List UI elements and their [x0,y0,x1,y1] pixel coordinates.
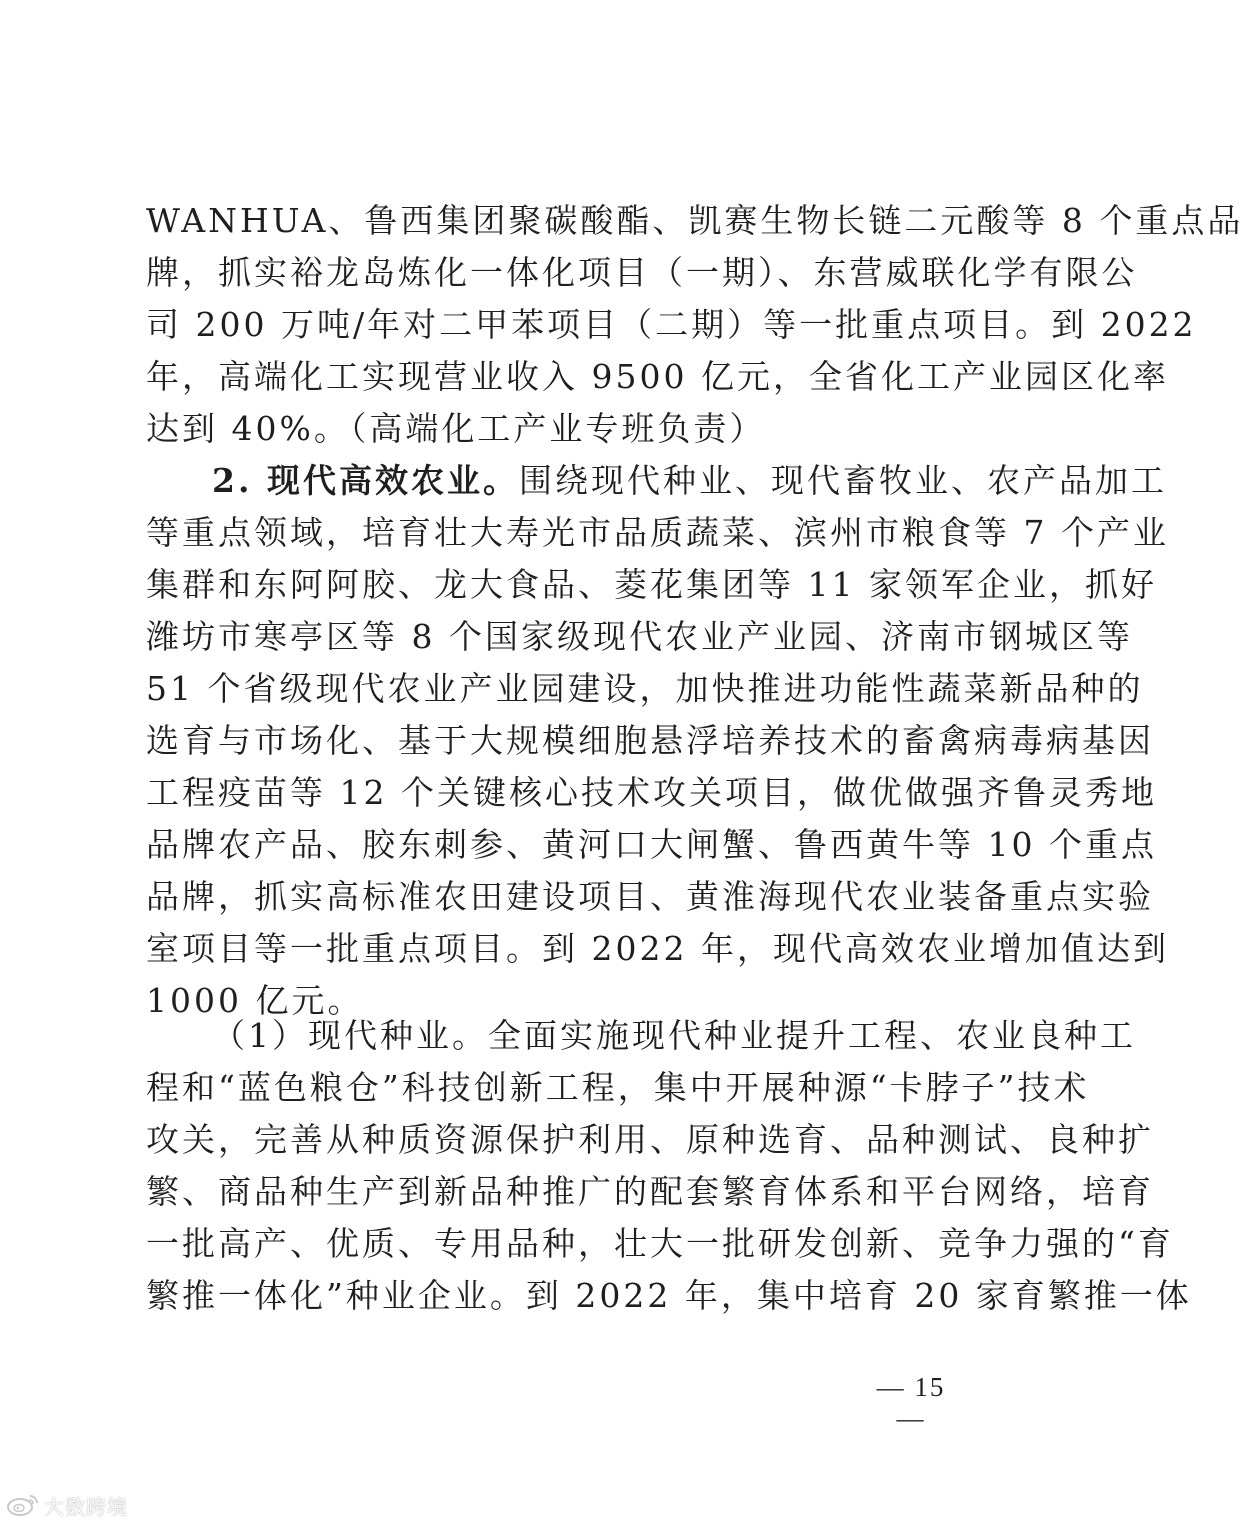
watermark-text: 大数跨境 [44,1494,128,1519]
text-line: 潍坊市寒亭区等 8 个国家级现代农业产业园、济南市钢城区等 [146,617,1133,656]
text-line: 品牌农产品、胶东刺参、黄河口大闸蟹、鲁西黄牛等 10 个重点 [146,825,1157,864]
text-line: 年，高端化工实现营业收入 9500 亿元，全省化工产业园区化率 [146,357,1169,396]
text-line: （1）现代种业。全面实施现代种业提升工程、农业良种工 [212,1016,1136,1055]
paragraph-modern-seed-industry [146,1010,1192,1322]
paragraph-modern-agriculture [146,455,1169,1027]
text-line: 选育与市场化、基于大规模细胞悬浮培养技术的畜禽病毒病基因 [146,721,1154,760]
weibo-icon [6,1492,40,1518]
text-line: 达到 40%。（高端化工产业专班负责） [146,409,766,448]
paragraph-high-end-chemical [146,195,1243,455]
text-line: 司 200 万吨/年对二甲苯项目（二期）等一批重点项目。到 2022 [146,305,1197,344]
text-segment: 围绕现代种业、现代畜牧业、农产品加工 [518,461,1167,500]
text-line: 1000 亿元。 [146,981,364,1020]
text-line: 攻关，完善从种质资源保护利用、原种选育、品种测试、良种扩 [146,1120,1154,1159]
text-line: 品牌，抓实高标准农田建设项目、黄淮海现代农业装备重点实验 [146,877,1154,916]
text-line: 一批高产、优质、专用品种，壮大一批研发创新、竞争力强的“育 [146,1224,1174,1263]
text-line: 室项目等一批重点项目。到 2022 年，现代高效农业增加值达到 [146,929,1169,968]
section-heading: 2. 现代高效农业。 [212,461,519,500]
text-line: 51 个省级现代农业产业园建设，加快推进功能性蔬菜新品种的 [146,669,1144,708]
text-line: 程和“蓝色粮仓”科技创新工程，集中开展种源“卡脖子”技术 [146,1068,1090,1107]
text-line: 繁推一体化”种业企业。到 2022 年，集中培育 20 家育繁推一体 [146,1276,1192,1315]
text-line: 等重点领域，培育壮大寿光市品质蔬菜、滨州市粮食等 7 个产业 [146,513,1169,552]
text-line: 繁、商品种生产到新品种推广的配套繁育体系和平台网络，培育 [146,1172,1154,1211]
text-line: WANHUA、鲁西集团聚碳酸酯、凯赛生物长链二元酸等 8 个重点品 [146,201,1243,240]
text-line: 工程疫苗等 12 个关键核心技术攻关项目，做优做强齐鲁灵秀地 [146,773,1157,812]
watermark [6,1490,128,1520]
text-line: 牌，抓实裕龙岛炼化一体化项目（一期）、东营威联化学有限公 [146,253,1138,292]
text-line: 集群和东阿阿胶、龙大食品、菱花集团等 11 家领军企业，抓好 [146,565,1157,604]
page-number: — 15 — [876,1372,946,1433]
text-line [146,455,1167,507]
